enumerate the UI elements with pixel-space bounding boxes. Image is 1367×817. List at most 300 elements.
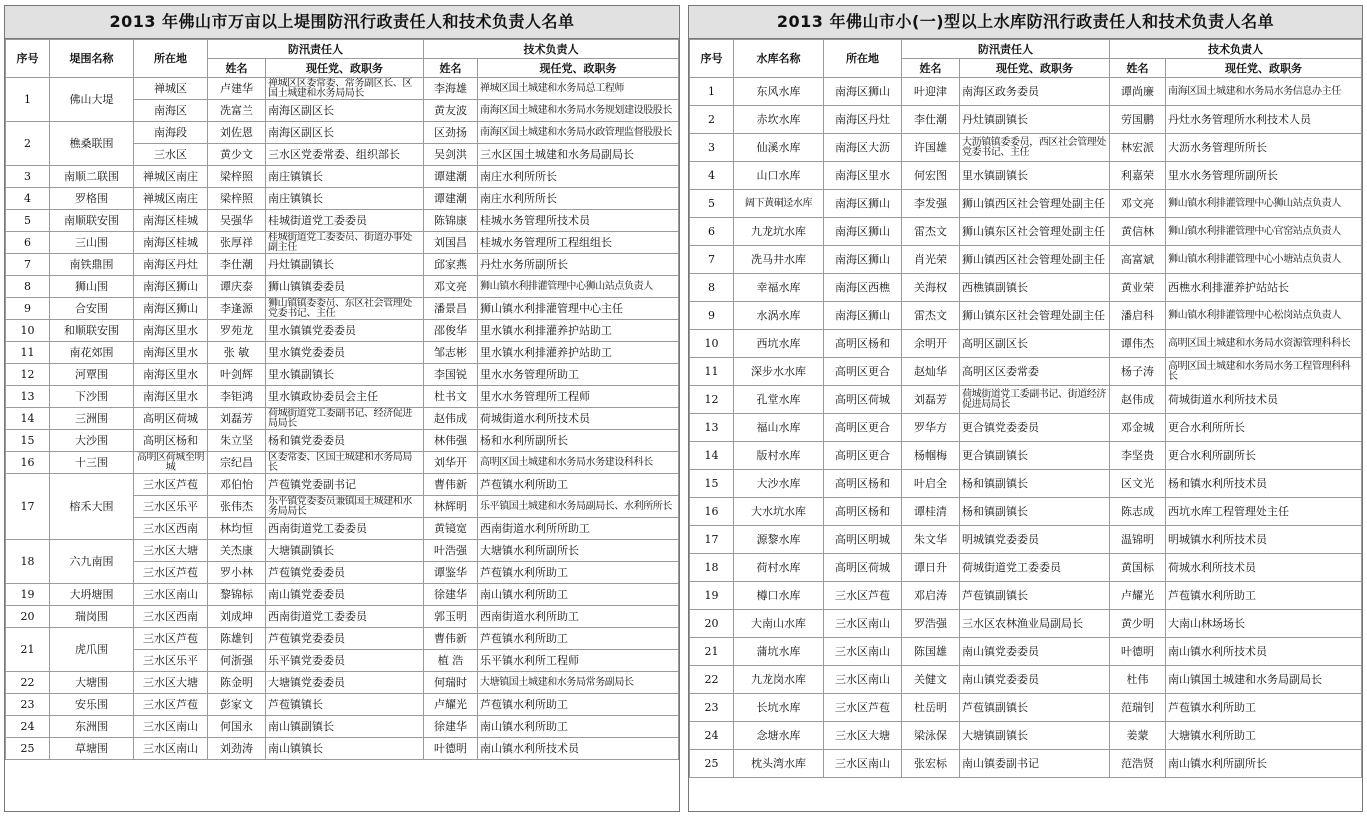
table-row [690,358,1362,386]
location: 高明区荷城 [824,554,902,582]
admin-name: 李仕潮 [902,106,960,134]
table-row [6,232,679,254]
reservoir-name: 樽口水库 [734,582,824,610]
admin-post: 狮山镇镇委委员、东区社会管理处党委书记、主任 [266,298,424,320]
admin-name: 宗纪昌 [208,452,266,474]
table-row [6,122,679,144]
tech-post: 荷城街道水利所技术员 [1166,386,1362,414]
reservoir-name: 荷村水库 [734,554,824,582]
tech-name: 刘华开 [424,452,478,474]
row-number: 6 [6,232,50,254]
row-number: 18 [6,540,50,584]
tech-post: 荷城水利所技术员 [1166,554,1362,582]
embankment-name: 下沙围 [50,386,134,408]
row-number: 21 [690,638,734,666]
reservoir-list-title: 2013 年佛山市小(一)型以上水库防汛行政责任人和技术负责人名单 [689,6,1362,39]
tech-post: 芦苞镇水利所助工 [478,694,679,716]
tech-name: 邱家燕 [424,254,478,276]
admin-post: 芦苞镇镇长 [266,694,424,716]
admin-post: 西南街道党工委委员 [266,606,424,628]
tech-name: 曹伟新 [424,474,478,496]
tech-name: 林宏派 [1110,134,1166,162]
location: 高明区杨和 [824,330,902,358]
row-number: 2 [6,122,50,166]
row-number: 20 [690,610,734,638]
embankment-name: 狮山围 [50,276,134,298]
admin-post: 里水镇副镇长 [960,162,1110,190]
reservoir-name: 版村水库 [734,442,824,470]
table-row [6,254,679,276]
row-number: 24 [6,716,50,738]
row-number: 5 [690,190,734,218]
table-row [690,582,1362,610]
table-row [6,320,679,342]
tech-post: 狮山镇水利排灌管理中心松岗站点负责人 [1166,302,1362,330]
embankment-name: 东洲围 [50,716,134,738]
location: 高明区更合 [824,442,902,470]
location: 三水区乐平 [134,496,208,518]
reservoir-name: 山口水库 [734,162,824,190]
admin-name: 邓伯怡 [208,474,266,496]
tech-name: 黄国标 [1110,554,1166,582]
tech-post: 西南街道水利所助工 [478,606,679,628]
table-row [690,218,1362,246]
table-row [690,106,1362,134]
table-row [690,470,1362,498]
admin-post: 荷城街道党工委副书记、街道经济促进局局长 [960,386,1110,414]
tech-post: 南庄水利所所长 [478,166,679,188]
tech-name: 赵伟成 [424,408,478,430]
admin-name: 邓启涛 [902,582,960,610]
tech-name: 徐建华 [424,584,478,606]
tech-post: 南山镇水利所助工 [478,716,679,738]
tech-post: 更合水利所所长 [1166,414,1362,442]
admin-post: 芦苞镇副镇长 [960,694,1110,722]
location: 南海区 [134,100,208,122]
table-row [6,188,679,210]
admin-post: 南山镇委副书记 [960,750,1110,778]
row-number: 3 [6,166,50,188]
embankment-name: 大坍塘围 [50,584,134,606]
tech-post: 里水镇水利排灌养护站助工 [478,320,679,342]
reservoir-table-body [690,78,1362,778]
table-row [690,722,1362,750]
row-number: 16 [690,498,734,526]
row-number: 10 [690,330,734,358]
row-number: 17 [690,526,734,554]
embankment-name: 南顺二联围 [50,166,134,188]
tech-name: 曹伟新 [424,628,478,650]
reservoir-name: 幸福水库 [734,274,824,302]
admin-name: 何浙强 [208,650,266,672]
row-number: 7 [690,246,734,274]
admin-name: 肖光荣 [902,246,960,274]
tech-name: 陈志成 [1110,498,1166,526]
table-row [690,666,1362,694]
header-admin-group: 防汛责任人 [902,40,1110,59]
table-row [690,442,1362,470]
location: 三水区乐平 [134,650,208,672]
table-row [6,540,679,562]
tech-post: 丹灶水务管理所水利技术人员 [1166,106,1362,134]
admin-name: 谭庆泰 [208,276,266,298]
table-row [690,526,1362,554]
row-number: 18 [690,554,734,582]
admin-name: 张 敏 [208,342,266,364]
tech-post: 西南街道水利所所助工 [478,518,679,540]
tech-name: 叶浩强 [424,540,478,562]
admin-post: 南山镇副镇长 [266,716,424,738]
header-location: 所在地 [134,40,208,78]
admin-post: 大塘镇党委委员 [266,672,424,694]
tech-post: 大塘镇水利所副所长 [478,540,679,562]
tech-name: 林辉明 [424,496,478,518]
header-tech-group: 技术负责人 [424,40,679,59]
location: 南海段 [134,122,208,144]
admin-name: 朱文华 [902,526,960,554]
tech-post: 杨和水利所副所长 [478,430,679,452]
table-row [6,408,679,430]
tech-post: 狮山镇水利排灌管理中心狮山站点负责人 [1166,190,1362,218]
table-row [6,716,679,738]
location: 三水区南山 [824,666,902,694]
embankment-name: 榕禾大围 [50,474,134,540]
admin-name: 梁梓照 [208,166,266,188]
location: 南海区狮山 [824,190,902,218]
tech-post: 高明区国土城建和水务局水资源管理科科长 [1166,330,1362,358]
tech-post: 里水水务管理所工程师 [478,386,679,408]
location: 南海区里水 [134,320,208,342]
admin-name: 许国雄 [902,134,960,162]
tech-name: 杜书文 [424,386,478,408]
table-row [690,302,1362,330]
embankment-table-body [6,78,679,760]
location: 南海区桂城 [134,232,208,254]
tech-post: 高明区国土城建和水务局水务建设科科长 [478,452,679,474]
table-row [6,210,679,232]
embankment-table [5,39,679,760]
location: 南海区里水 [824,162,902,190]
table-row [690,162,1362,190]
location: 三水区南山 [824,750,902,778]
table-row [6,584,679,606]
admin-post: 南山镇党委委员 [266,584,424,606]
header-tech-post: 现任党、政职务 [1166,59,1362,78]
reservoir-name: 福山水库 [734,414,824,442]
row-number: 1 [690,78,734,106]
tech-post: 大沥水务管理所所长 [1166,134,1362,162]
location: 南海区大沥 [824,134,902,162]
reservoir-name: 西坑水库 [734,330,824,358]
tech-post: 桂城水务管理所工程组组长 [478,232,679,254]
header-location: 所在地 [824,40,902,78]
tech-post: 里水水务管理所副所长 [1166,162,1362,190]
reservoir-name: 赤坎水库 [734,106,824,134]
admin-name: 谭日升 [902,554,960,582]
reservoir-name: 东风水库 [734,78,824,106]
row-number: 11 [6,342,50,364]
table-row [6,606,679,628]
admin-name: 关杰康 [208,540,266,562]
row-number: 12 [6,364,50,386]
location: 三水区大塘 [134,672,208,694]
row-number: 4 [690,162,734,190]
embankment-name: 罗格围 [50,188,134,210]
tech-post: 南海区国土城建和水务局水务信息办主任 [1166,78,1362,106]
admin-name: 梁梓照 [208,188,266,210]
reservoir-list-panel [688,5,1363,812]
tech-name: 黄业荣 [1110,274,1166,302]
row-number: 13 [690,414,734,442]
location: 三水区西南 [134,518,208,540]
admin-post: 芦苞镇党委委员 [266,562,424,584]
admin-name: 杜岳明 [902,694,960,722]
admin-name: 李逢源 [208,298,266,320]
row-number: 16 [6,452,50,474]
admin-post: 南庄镇镇长 [266,166,424,188]
location: 南海区西樵 [824,274,902,302]
row-number: 7 [6,254,50,276]
table-row [690,246,1362,274]
admin-post: 芦苞镇党委委员 [266,628,424,650]
tech-post: 桂城水务管理所技术员 [478,210,679,232]
tech-post: 里水水务管理所助工 [478,364,679,386]
embankment-name: 南顺联安围 [50,210,134,232]
tech-name: 黄少明 [1110,610,1166,638]
admin-name: 卢建华 [208,78,266,100]
admin-post: 狮山镇东区社会管理处副主任 [960,218,1110,246]
location: 南海区里水 [134,386,208,408]
location: 南海区里水 [134,364,208,386]
tech-name: 黄友波 [424,100,478,122]
row-number: 19 [690,582,734,610]
table-row [6,386,679,408]
reservoir-name: 水涡水库 [734,302,824,330]
location: 南海区里水 [134,342,208,364]
tech-name: 黄信林 [1110,218,1166,246]
tech-post: 里水镇水利排灌养护站助工 [478,342,679,364]
admin-post: 南山镇党委委员 [960,638,1110,666]
tech-post: 南山镇水利所助工 [478,584,679,606]
location: 高明区更合 [824,358,902,386]
admin-name: 张宏标 [902,750,960,778]
location: 三水区 [134,144,208,166]
admin-name: 余明开 [902,330,960,358]
admin-post: 狮山镇西区社会管理处副主任 [960,190,1110,218]
admin-name: 关健文 [902,666,960,694]
admin-name: 黄少文 [208,144,266,166]
row-number: 13 [6,386,50,408]
location: 南海区狮山 [824,218,902,246]
location: 三水区南山 [134,738,208,760]
admin-name: 罗华方 [902,414,960,442]
admin-post: 更合镇党委委员 [960,414,1110,442]
tech-post: 南山镇水利所技术员 [478,738,679,760]
header-admin-name: 姓名 [208,59,266,78]
row-number: 8 [690,274,734,302]
location: 南海区狮山 [134,298,208,320]
admin-post: 大沥镇镇委委员，西区社会管理处党委书记、主任 [960,134,1110,162]
admin-post: 丹灶镇副镇长 [960,106,1110,134]
tech-post: 南海区国土城建和水务局水务规划建设股股长 [478,100,679,122]
admin-name: 黎锦标 [208,584,266,606]
admin-post: 里水镇镇党委委员 [266,320,424,342]
location: 高明区明城 [824,526,902,554]
admin-name: 谭桂清 [902,498,960,526]
admin-post: 更合镇副镇长 [960,442,1110,470]
admin-post: 南庄镇镇长 [266,188,424,210]
admin-name: 李钜鸿 [208,386,266,408]
admin-post: 禅城区区委常委、常务副区长、区国土城建和水务局局长 [266,78,424,100]
reservoir-table [689,39,1362,778]
table-row [690,274,1362,302]
reservoir-name: 九龙坑水库 [734,218,824,246]
admin-post: 南海区副区长 [266,122,424,144]
location: 三水区芦苞 [134,694,208,716]
admin-name: 何国永 [208,716,266,738]
tech-post: 芦苞镇水利所助工 [478,562,679,584]
admin-post: 乐平镇党委委员 [266,650,424,672]
admin-post: 里水镇政协委员会主任 [266,386,424,408]
admin-post: 大塘镇副镇长 [960,722,1110,750]
row-number: 15 [690,470,734,498]
embankment-list-title: 2013 年佛山市万亩以上堤围防汛行政责任人和技术负责人名单 [5,6,679,39]
tech-name: 叶德明 [424,738,478,760]
table-row [690,330,1362,358]
tech-name: 杨子涛 [1110,358,1166,386]
admin-name: 雷杰文 [902,218,960,246]
embankment-list-panel [4,5,680,812]
tech-post: 西坑水库工程管理处主任 [1166,498,1362,526]
table-row [6,430,679,452]
row-number: 23 [690,694,734,722]
tech-name: 谭建潮 [424,188,478,210]
header-reservoir-name: 水库名称 [734,40,824,78]
row-number: 12 [690,386,734,414]
location: 三水区南山 [134,584,208,606]
row-number: 14 [690,442,734,470]
admin-post: 明城镇党委委员 [960,526,1110,554]
reservoir-name: 念塘水库 [734,722,824,750]
admin-name: 赵灿华 [902,358,960,386]
tech-name: 李海雄 [424,78,478,100]
tech-post: 芦苞镇水利所助工 [478,474,679,496]
table-row [6,364,679,386]
table-row [6,738,679,760]
table-row [690,414,1362,442]
location: 高明区荷城至明城 [134,452,208,474]
tech-name: 赵伟成 [1110,386,1166,414]
reservoir-name: 孔堂水库 [734,386,824,414]
tech-name: 邹志彬 [424,342,478,364]
admin-post: 杨和镇党委委员 [266,430,424,452]
admin-name: 罗小林 [208,562,266,584]
admin-post: 里水镇副镇长 [266,364,424,386]
embankment-name: 瑞岗围 [50,606,134,628]
header-tech-group: 技术负责人 [1110,40,1362,59]
table-row [6,342,679,364]
location: 三水区大塘 [824,722,902,750]
table-row [6,166,679,188]
tech-name: 潘景昌 [424,298,478,320]
header-tech-name: 姓名 [424,59,478,78]
table-row [6,452,679,474]
row-number: 25 [690,750,734,778]
location: 三水区芦苞 [134,562,208,584]
location: 南海区桂城 [134,210,208,232]
tech-name: 邓文亮 [1110,190,1166,218]
tech-name: 谭尚廉 [1110,78,1166,106]
table-row [690,610,1362,638]
row-number: 9 [6,298,50,320]
tech-name: 谭鉴华 [424,562,478,584]
tech-post: 南庄水利所所长 [478,188,679,210]
admin-name: 刘磊芳 [208,408,266,430]
location: 南海区狮山 [824,78,902,106]
tech-name: 潘启科 [1110,302,1166,330]
admin-name: 刘磊芳 [902,386,960,414]
reservoir-name: 大水坑水库 [734,498,824,526]
tech-name: 区文光 [1110,470,1166,498]
tech-post: 狮山镇水利排灌管理中心官窑站点负责人 [1166,218,1362,246]
admin-post: 芦苞镇党委副书记 [266,474,424,496]
tech-post: 荷城街道水利所技术员 [478,408,679,430]
row-number: 5 [6,210,50,232]
table-row [6,628,679,650]
admin-name: 叶迎津 [902,78,960,106]
admin-post: 三水区党委常委、组织部长 [266,144,424,166]
admin-name: 张伟杰 [208,496,266,518]
tech-post: 芦苞镇水利所助工 [478,628,679,650]
admin-name: 刘成坤 [208,606,266,628]
row-number: 4 [6,188,50,210]
table-row [6,78,679,100]
location: 南海区狮山 [134,276,208,298]
tech-name: 范浩贤 [1110,750,1166,778]
table-row [690,134,1362,162]
embankment-name: 佛山大堤 [50,78,134,122]
admin-post: 芦苞镇副镇长 [960,582,1110,610]
reservoir-name: 大沙水库 [734,470,824,498]
tech-post: 南山镇国土城建和水务局副局长 [1166,666,1362,694]
tech-post: 西樵水利排灌养护站站长 [1166,274,1362,302]
row-number: 23 [6,694,50,716]
admin-post: 桂城街道党工委委员、街道办事处副主任 [266,232,424,254]
admin-post: 区委常委、区国土城建和水务局局长 [266,452,424,474]
location: 南海区狮山 [824,302,902,330]
location: 三水区西南 [134,606,208,628]
tech-post: 禅城区国土城建和水务局总工程师 [478,78,679,100]
tech-post: 大塘镇国土城建和水务局常务副局长 [478,672,679,694]
tech-post: 明城镇水利所技术员 [1166,526,1362,554]
table-row [690,554,1362,582]
location: 南海区丹灶 [824,106,902,134]
tech-name: 卢耀光 [1110,582,1166,610]
admin-post: 杨和镇副镇长 [960,470,1110,498]
table-row [690,638,1362,666]
reservoir-name: 大南山水库 [734,610,824,638]
reservoir-name: 枕头湾水库 [734,750,824,778]
tech-name: 范瑞钊 [1110,694,1166,722]
admin-name: 李仕潮 [208,254,266,276]
admin-post: 南山镇党委委员 [960,666,1110,694]
admin-name: 彭家文 [208,694,266,716]
tech-name: 邓文亮 [424,276,478,298]
tech-post: 乐平镇水利所工程师 [478,650,679,672]
header-tech-name: 姓名 [1110,59,1166,78]
reservoir-name: 阔下黄硐迳水库 [734,190,824,218]
tech-name: 卢耀光 [424,694,478,716]
